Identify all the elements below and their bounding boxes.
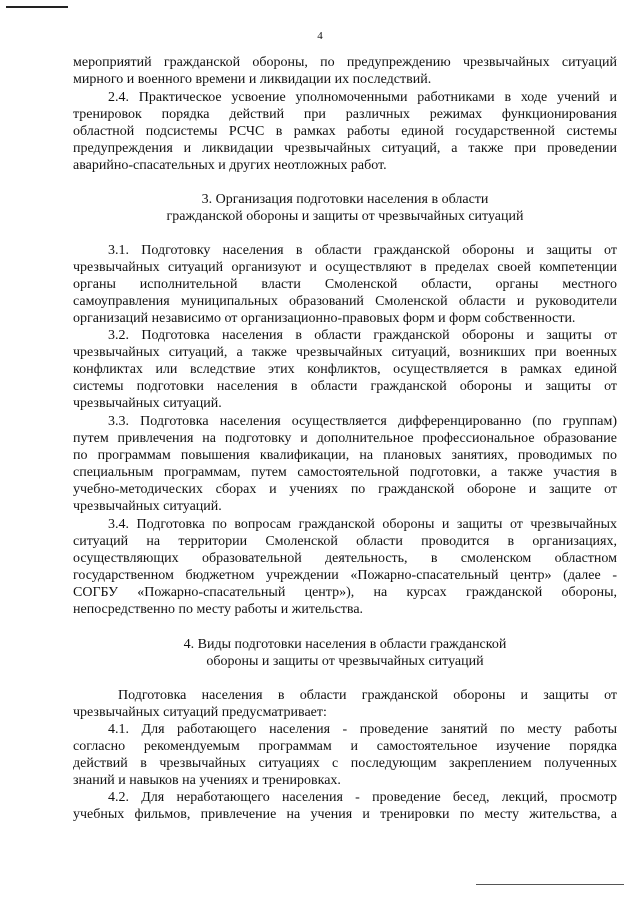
paragraph-3-3-line: чрезвычайных ситуаций.: [73, 499, 222, 514]
intro-line: мероприятий гражданской обороны, по предупреждению чрезвычайных ситуаций: [73, 55, 617, 70]
paragraph-3-3-line: специальным программам, путем самостоятельной подготовки, а также участия в: [73, 465, 617, 480]
paragraph-3-2-line: системы подготовки населения в области гражданской обороны и защиты от: [73, 379, 617, 394]
paragraph-2-4-line: предупреждения и ликвидации чрезвычайных ситуаций, а также при проведении: [73, 141, 617, 156]
paragraph-3-2-line: чрезвычайных ситуаций.: [73, 396, 222, 411]
paragraph-3-4-line: СОГБУ «Пожарно-спасательный центр»), на курсах гражданской обороны,: [73, 585, 617, 600]
paragraph-3-3-line: 3.3. Подготовка населения осуществляется дифференцированно (по группам): [108, 414, 617, 429]
paragraph-3-1-line: самоуправления муниципальных образований Смоленской области и руководители: [73, 294, 617, 309]
paragraph-3-1-line: органы исполнительной власти Смоленской области, органы местного: [73, 277, 617, 292]
paragraph-3-3-line: по программам повышения квалификации, на плановых занятиях, проводимых по: [73, 448, 617, 463]
paragraph-2-4-line: областной подсистемы РСЧС в рамках работы единой государственной системы: [73, 124, 617, 139]
page-number: 4: [317, 30, 323, 42]
paragraph-3-2-line: 3.2. Подготовка населения в области гражданской обороны и защиты от: [108, 328, 617, 343]
paragraph-3-3-line: путем привлечения на подготовку и дополнительное профессиональное образование: [73, 431, 617, 446]
section-4-heading: 4. Виды подготовки населения в области гражданской: [183, 637, 507, 652]
paragraph-2-4-line: аварийно-спасательных и других неотложных работ.: [73, 158, 387, 173]
section-3-heading: 3. Организация подготовки населения в области: [201, 192, 489, 207]
paragraph-3-2-line: конфликтах или вследствие этих конфликтов, осуществляется в рамках единой: [73, 362, 617, 377]
paragraph-3-2-line: чрезвычайных ситуаций, а также чрезвычайных ситуаций, возникших при военных: [73, 345, 617, 360]
bottom-rule: [476, 884, 624, 885]
paragraph-3-1-line: чрезвычайных ситуаций организуют и осуществляют в пределах своей компетенции: [73, 260, 617, 275]
paragraph-3-4-line: ситуаций на территории Смоленской области проводится в организациях,: [73, 534, 617, 549]
intro-line: мирного и военного времени и ликвидации их последствий.: [73, 72, 432, 87]
section-3-heading: гражданской обороны и защиты от чрезвычайных ситуаций: [166, 209, 524, 224]
paragraph-3-4-line: непосредственно по месту работы и жительства.: [73, 602, 364, 617]
top-rule: [6, 6, 68, 8]
paragraph-4-1-line: знаний и навыков на учениях и тренировках.: [73, 773, 341, 788]
paragraph-4-intro-line: чрезвычайных ситуаций предусматривает:: [73, 705, 327, 720]
paragraph-3-4-line: 3.4. Подготовка по вопросам гражданской обороны и защиты от чрезвычайных: [108, 517, 617, 532]
section-4-heading: обороны и защиты от чрезвычайных ситуаций: [206, 654, 484, 669]
paragraph-3-1-line: 3.1. Подготовку населения в области гражданской обороны и защиты от: [108, 243, 617, 258]
paragraph-4-1-line: действий в чрезвычайных ситуациях с последующим закреплением полученных: [73, 756, 617, 771]
paragraph-4-intro-line: Подготовка населения в области гражданской обороны и защиты от: [118, 688, 617, 703]
paragraph-2-4-line: 2.4. Практическое усвоение уполномоченными работниками в ходе учений и: [108, 90, 617, 105]
paragraph-3-4-line: государственном бюджетном учреждении «Пожарно-спасательный центр» (далее -: [73, 568, 617, 583]
paragraph-3-1-line: организаций независимо от организационно-правовых форм и форм собственности.: [73, 311, 576, 326]
paragraph-3-3-line: учебно-методических сборах и учениях по гражданской обороне и защите от: [73, 482, 617, 497]
paragraph-2-4-line: тренировок порядка действий при различных режимах функционирования: [73, 107, 617, 122]
paragraph-4-2-line: 4.2. Для неработающего населения - проведение бесед, лекций, просмотр: [108, 790, 617, 805]
paragraph-3-4-line: осуществляющих образовательной деятельность, в смоленском областном: [73, 551, 617, 566]
paragraph-4-1-line: 4.1. Для работающего населения - проведение занятий по месту работы: [108, 722, 617, 737]
paragraph-4-2-line: учебных фильмов, привлечение на учения и тренировки по месту жительства, а: [73, 807, 617, 822]
paragraph-4-1-line: согласно рекомендуемым программам и самостоятельное изучение порядка: [73, 739, 617, 754]
